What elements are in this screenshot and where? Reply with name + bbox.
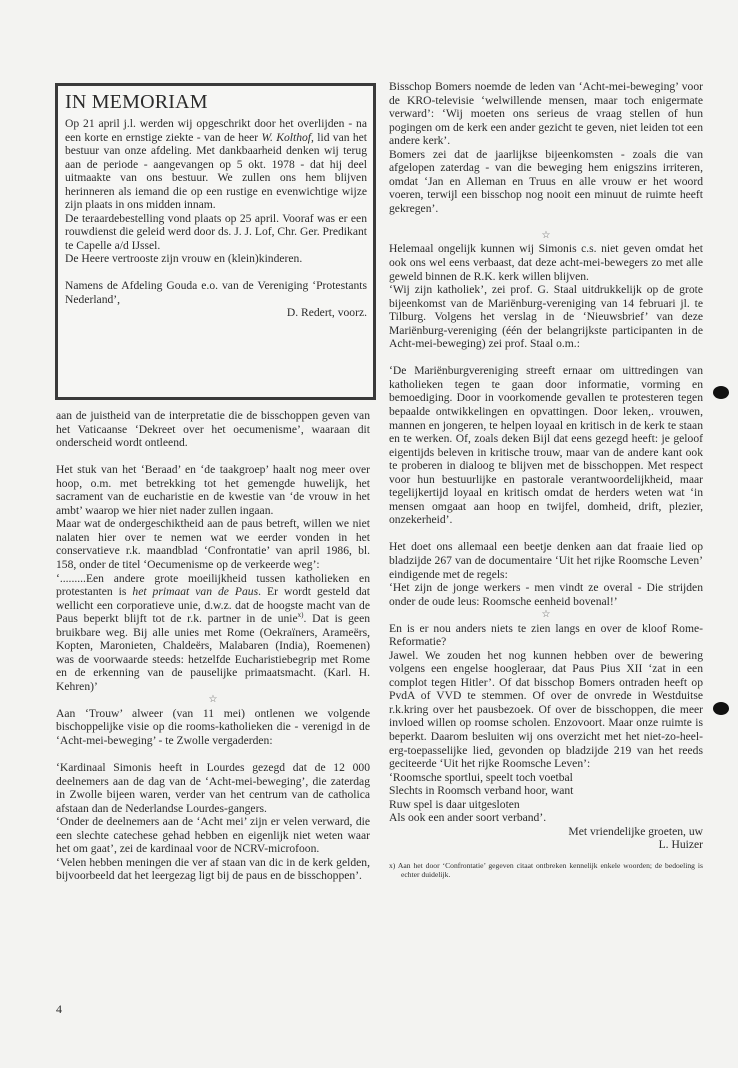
poem-line: Ruw spel is daar uitgesloten <box>389 797 520 811</box>
paragraph: ‘Wij zijn katholiek’, zei prof. G. Staal uitdrukkelijk op de grote bijeenkomst van de Mariënburg-vereniging van 14 februari jl. te Tilburg. Volgens het verslag in de ‘Nieuwsbrief’ van deze Mariënburg-vereniging (één der belangrijkste participanten in de Acht-mei-beweging) zei prof. Staal o.m.: <box>389 283 703 351</box>
punch-hole-icon <box>713 386 729 399</box>
song-quote: ‘Het zijn de jonge werkers - men vindt ze overal - Die strijden onder de oude leus: Roomsche eenheid bovenal!’ <box>389 581 703 608</box>
paragraph: Aan ‘Trouw’ alweer (van 11 mei) ontlenen we volgende bischoppelijke visie op die rooms-katholieken die - verenigd in de ‘Acht-mei-beweging’ - te Zwolle vergaderden: <box>56 706 370 748</box>
in-memoriam-box <box>55 83 376 400</box>
paragraph: En is er nou anders niets te zien langs en over de kloof Rome-Reformatie? <box>389 621 703 649</box>
paragraph: Het doet ons allemaal een beetje denken aan dat fraaie lied op bladzijde 267 van de documentaire ‘Uit het rijke Roomsche Leven’ eindigende met de regels: <box>389 540 703 581</box>
right-column <box>389 80 703 880</box>
star-separator-icon: ☆ <box>208 694 218 706</box>
paragraph: Maar wat de ondergeschiktheid aan de paus betreft, willen we niet nalaten hier over te nemen wat we eerder vonden in het conservatieve r.k. maandblad ‘Confrontatie’ van april 1986, bl. 158, onder de titel ‘Oecumenisme op de verkeerde weg’: <box>56 517 370 571</box>
text: . Er wordt gesteld dat wellicht een corporatieve unie, d.w.z. dat de hoogste macht van de Paus beperkt blijft tot de r.k. partner in de unie <box>56 585 370 626</box>
memoriam-paragraph <box>65 117 367 212</box>
text: . Dat is geen bruikbare weg. Bij alle unies met Rome (Oekraïners, Arameërs, Kopten, Maronieten, Chaldeërs, Malabaren (India), Roemenen) was de voorwaarde steeds: hetzelfde Eucharistiebegrip met Rome en de erkenning van de pauselijke primaatsmacht. (Karl. H. Kehren)’ <box>56 612 371 693</box>
quote-paragraph: ‘De Mariënburgvereniging streeft ernaar om uittredingen van katholieken tegen te gaan door informatie, vorming en bemoediging. Door in voorkomende gevallen te protesteren tegen bepaalde ontwikkelingen en opvattingen. Door leken,. vrouwen, mannen en jongeren, te helpen loyaal en kritisch in de kerk te staan en te werken. Of, zoals deken Bijl dat eens gezegd heeft: je geloof eigentijds beleven in kritische trouw, maar van de andere kant ook te proberen in dialoog te blijven met de bisschoppen. Met respect voor hun bestuurlijke en pastorale verantwoordelijkheid, maar tegelijkertijd loyaal en kritisch omdat de herders weten wat ‘in mensen omgaat aan hoop en twijfel, domheid, drift, plezier, onzekerheid’. <box>389 364 703 527</box>
poem-line: Slechts in Roomsch verband hoor, want <box>389 784 574 798</box>
closing-greeting: Met vriendelijke groeten, uw <box>568 824 703 838</box>
quote-paragraph: ‘Kardinaal Simonis heeft in Lourdes gezegd dat de 12 000 deelnemers aan de dag van de ‘Acht-mei-beweging’, die zaterdag in Zwolle bijeen waren, verder van het centrum van de catholica afstaan dan de Nederlandse Lourdes-gangers. <box>56 761 370 815</box>
paragraph: Bomers zei dat de jaarlijkse bijeenkomsten - zoals die van afgelopen zaterdag - van die beweging hem enigszins irriteren, omdat ‘Jan en Alleman en Truus en alle vrouw er het woord voeren, terwijl een bisschop nog nooit een minuut de ruimte heeft gekregen’. <box>389 147 703 215</box>
memoriam-title: IN MEMORIAM <box>65 91 208 113</box>
memoriam-paragraph: De Heere vertrooste zijn vrouw en (klein)kinderen. <box>65 252 303 265</box>
paragraph: aan de juistheid van de interpretatie die de bisschoppen geven van het Vaticaanse ‘Dekreet over het oecumenisme’, waaraan dit onderscheid wordt ontleend. <box>56 409 370 450</box>
deceased-name: W. Kolthof <box>261 130 312 144</box>
quote-paragraph <box>56 572 370 694</box>
footnote-marker: x) <box>297 611 304 620</box>
quote-paragraph: ‘Onder de deelnemers aan de ‘Acht mei’ zijn er velen verward, die een slechte catechese gehad hebben en eigenlijk niet weten waar het om gaat’, zei de kardinaal voor de NCRV-microfoon. <box>56 815 370 856</box>
footnote: x) Aan het door ‘Confrontatie’ gegeven citaat ontbreken kennelijk enkele woorden; de bedoeling is echter duidelijk. <box>389 860 703 880</box>
italic-text: het primaat van de Paus <box>132 585 259 599</box>
page-number: 4 <box>56 1002 62 1016</box>
text: , lid van het bestuur van onze afdeling. Met dankbaarheid denken wij terug aan de periode - aangevangen op 5 okt. 1978 - dat hij deel uitmaakte van ons bestuur. We zullen ons hem blijven herinneren als iemand die op een rustige en evenwichtige wijze zijn plaats in ons midden innam. <box>65 130 367 211</box>
paragraph: Helemaal ongelijk kunnen wij Simonis c.s. niet geven omdat het ook ons wel eens verbaast, dat deze acht-mei-bewegers zo met alle geweld binnen de R.K. kerk willen blijven. <box>389 242 703 283</box>
memoriam-paragraph: Namens de Afdeling Gouda e.o. van de Vereniging ‘Protestants Nederland’, <box>65 279 367 306</box>
poem-line: Als ook een ander soort verband’. <box>389 811 547 825</box>
text: ‘.........Een andere grote moeilijkheid tussen katholieken en protestanten is <box>56 571 370 599</box>
punch-hole-icon <box>713 702 729 715</box>
paragraph: Jawel. We zouden het nog kunnen hebben over de bewering volgens een engelse hoogleraar, dat Paus Pius XII ‘zat in een complot tegen Hitler’. Of dat bisschop Bomers ontraden heeft op PvdA of VVD te stemmen. Of over de onvrede in Westduitse r.k.kring over het pausbezoek. Of over de bisschoppen, die meer invloed willen op roomse scholen. Enzovoort. Maar onze ruimte is beperkt. Daarom besluiten wij ons overzicht met het niet-zo-heel-erg-toepasselijke lied, gevonden op bladzijde 219 van het reeds geciteerde ‘Uit het rijke Roomsche Leven’: <box>389 648 703 771</box>
memoriam-signature: D. Redert, voorz. <box>286 306 367 319</box>
memoriam-paragraph: De teraardebestelling vond plaats op 25 april. Vooraf was er een rouwdienst die geleid werd door ds. J. J. Lof, Chr. Ger. Predikant te Capelle a/d IJssel. <box>65 211 367 252</box>
star-separator-icon: ☆ <box>541 609 551 621</box>
poem-line: ‘Roomsche sportlui, speelt toch voetbal <box>389 770 573 784</box>
text: Op 21 april j.l. werden wij opgeschrikt door het overlijden - na een korte en ernstige ziekte - van de heer <box>65 117 367 144</box>
left-column <box>56 409 370 883</box>
quote-paragraph: ‘Velen hebben meningen die ver af staan van dic in de kerk gelden, bijvoorbeeld dat het leergezag ligt bij de paus en de bisschoppen’. <box>56 855 370 883</box>
star-separator-icon: ☆ <box>541 229 551 241</box>
author-signature: L. Huizer <box>658 838 703 852</box>
paragraph: Het stuk van het ‘Beraad’ en ‘de taakgroep’ haalt nog meer over hoop, o.m. met betrekking tot het gemengde huwelijk, het sacrament van de eucharistie en de kwestie van ‘de vrouw in het ambt’ waarop we hier niet nader zullen ingaan. <box>56 463 370 517</box>
paragraph: Bisschop Bomers noemde de leden van ‘Acht-mei-beweging’ voor de KRO-televisie ‘welwillende mensen, maar toch enigermate verward’: ‘Wij moeten ons serieus de vraag stellen of hun pogingen om de kerk een ander gezicht te geven, niet leiden tot een andere kerk’. <box>389 80 703 148</box>
